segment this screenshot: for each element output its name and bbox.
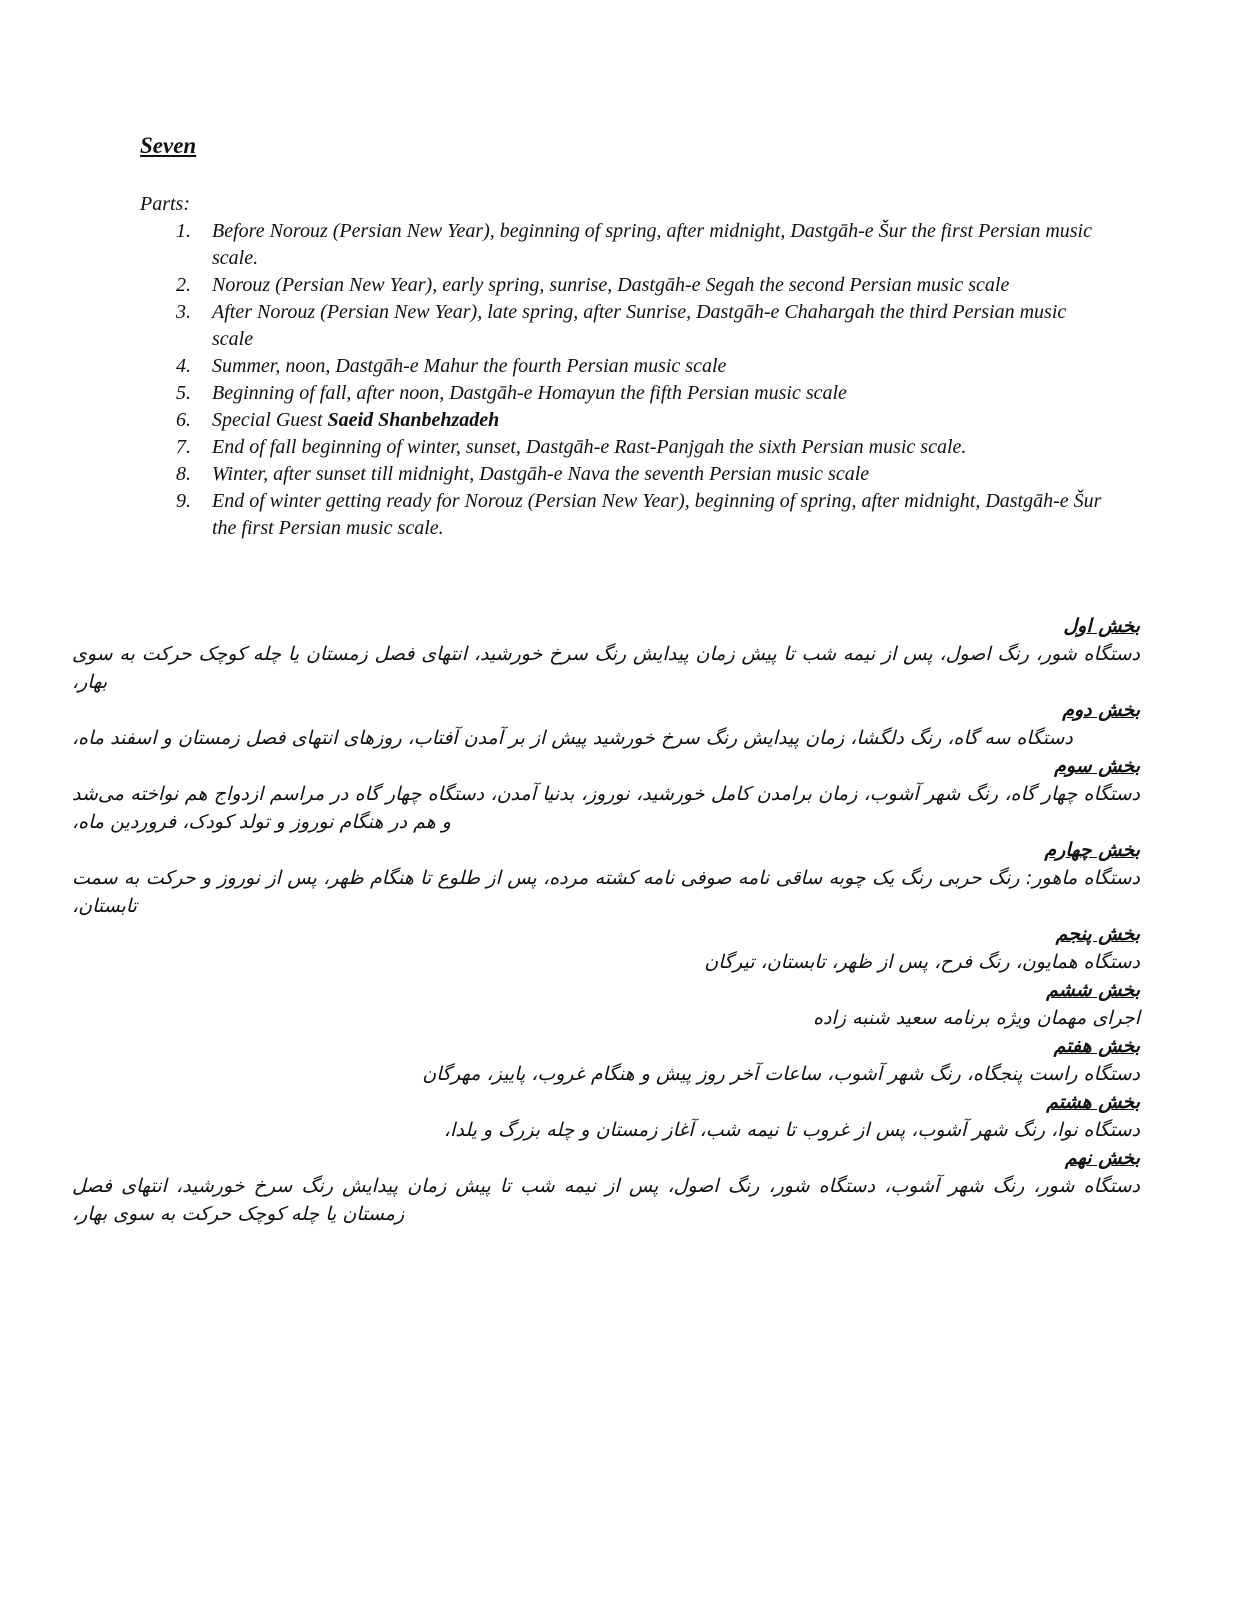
list-item: [140, 461, 1105, 488]
persian-section-body: دستگاه راست پنجگاه، رنگ شهر آشوب، ساعات آخر روز پیش و هنگام غروب، پاییز، مهرگان: [422, 1063, 1140, 1085]
list-item-number: 3.: [176, 301, 191, 323]
persian-section-header: بخش سوم: [1054, 755, 1140, 777]
list-item-number: 6.: [176, 409, 191, 431]
persian-section-header: بخش ششم: [1046, 979, 1140, 1001]
persian-section-body: دستگاه ماهور: رنگ حربی رنگ یک چوبه ساقی نامه صوفی نامه کشته مرده، پس از طلوع تا هنگام ظهر، پس از نوروز و حرکت به سمت تابستان،: [72, 867, 1140, 917]
persian-section-header: بخش چهارم: [1044, 839, 1140, 861]
list-item-text: End of winter getting ready for Norouz (Persian New Year), beginning of spring, after midnight, Dastgāh-e Šur the first Persian music scale.: [212, 490, 1102, 539]
persian-section-body: دستگاه همایون، رنگ فرح، پس از ظهر، تابستان، تیرگان: [704, 951, 1140, 973]
persian-section-body: اجرای مهمان ویژه برنامه سعید شنبه زاده: [813, 1007, 1140, 1029]
persian-section-header: بخش هشتم: [1046, 1091, 1140, 1113]
list-item-number: 5.: [176, 382, 191, 404]
persian-section-body: دستگاه شور، رنگ اصول، پس از نیمه شب تا پیش زمان پیدایش رنگ سرخ خورشید، انتهای فصل زمستان یا چله کوچک حرکت به سوی بهار،: [72, 643, 1140, 693]
parts-label: Parts:: [140, 193, 190, 215]
persian-section-header: بخش دوم: [1062, 699, 1140, 721]
persian-section-body: دستگاه نوا، رنگ شهر آشوب، پس از غروب تا نیمه شب، آغاز زمستان و چله بزرگ و یلدا،: [443, 1119, 1140, 1141]
list-item: [140, 380, 1105, 407]
special-guest-name: Saeid Shanbehzadeh: [327, 409, 500, 431]
persian-section-body: دستگاه چهار گاه، رنگ شهر آشوب، زمان برامدن کامل خورشید، نوروز، بدنیا آمدن، دستگاه چهار گاه در مراسم ازدواج هم نواخته می‌شد و هم در هنگام نوروز و تولد کودک، فروردین ماه،: [72, 783, 1140, 833]
list-item: [140, 218, 1105, 272]
persian-section-body: دستگاه شور، رنگ شهر آشوب، دستگاه شور، رنگ اصول، پس از نیمه شب تا پیش زمان پیدایش رنگ سرخ خورشید، انتهای فصل زمستان یا چله کوچک حرکت به سوی بهار،: [72, 1175, 1140, 1225]
list-item: [140, 488, 1105, 542]
list-item-number: 7.: [176, 436, 191, 458]
persian-section-4: [72, 836, 1140, 920]
list-item: [140, 272, 1105, 299]
persian-section-header: بخش پنجم: [1055, 923, 1140, 945]
list-item-text: Beginning of fall, after noon, Dastgāh-e Homayun the fifth Persian music scale: [212, 382, 847, 404]
list-item-number: 8.: [176, 463, 191, 485]
list-item: [140, 353, 1105, 380]
list-item-text: Before Norouz (Persian New Year), beginning of spring, after midnight, Dastgāh-e Šur the first Persian music scale.: [212, 220, 1092, 269]
list-item-number: 4.: [176, 355, 191, 377]
persian-section-header: بخش نهم: [1064, 1147, 1140, 1169]
list-item-text: After Norouz (Persian New Year), late spring, after Sunrise, Dastgāh-e Chahargah the third Persian music scale: [212, 301, 1067, 350]
list-item-number: 1.: [176, 220, 191, 242]
list-item-text: Summer, noon, Dastgāh-e Mahur the fourth Persian music scale: [212, 355, 727, 377]
persian-block: [72, 612, 1140, 1228]
persian-section-7: [72, 1032, 1140, 1088]
persian-section-6: [72, 976, 1140, 1032]
list-item-text: Winter, after sunset till midnight, Dastgāh-e Nava the seventh Persian music scale: [212, 463, 870, 485]
list-item-number: 9.: [176, 490, 191, 512]
parts-list: [140, 218, 1105, 542]
list-item-text: End of fall beginning of winter, sunset, Dastgāh-e Rast-Panjgah the sixth Persian music scale.: [212, 436, 967, 458]
persian-section-9: [72, 1144, 1140, 1228]
persian-section-1: [72, 612, 1140, 696]
persian-section-2: [72, 696, 1140, 752]
persian-section-header: بخش اول: [1063, 615, 1140, 637]
list-item-text: Special Guest: [212, 409, 328, 431]
persian-section-body: دستگاه سه گاه، رنگ دلگشا، زمان پیدایش رنگ سرخ خورشید پیش از بر آمدن آفتاب، روزهای انتهای فصل زمستان و اسفند ماه،: [72, 727, 1073, 749]
list-item-number: 2.: [176, 274, 191, 296]
list-item: [140, 434, 1105, 461]
list-item: [140, 407, 1105, 434]
persian-section-8: [72, 1088, 1140, 1144]
english-block: [140, 132, 1105, 542]
persian-section-5: [72, 920, 1140, 976]
list-item: [140, 299, 1105, 353]
page-title: Seven: [140, 133, 197, 158]
persian-section-header: بخش هفتم: [1053, 1035, 1140, 1057]
list-item-text: Norouz (Persian New Year), early spring, sunrise, Dastgāh-e Segah the second Persian music scale: [212, 274, 1010, 296]
persian-section-3: [72, 752, 1140, 836]
